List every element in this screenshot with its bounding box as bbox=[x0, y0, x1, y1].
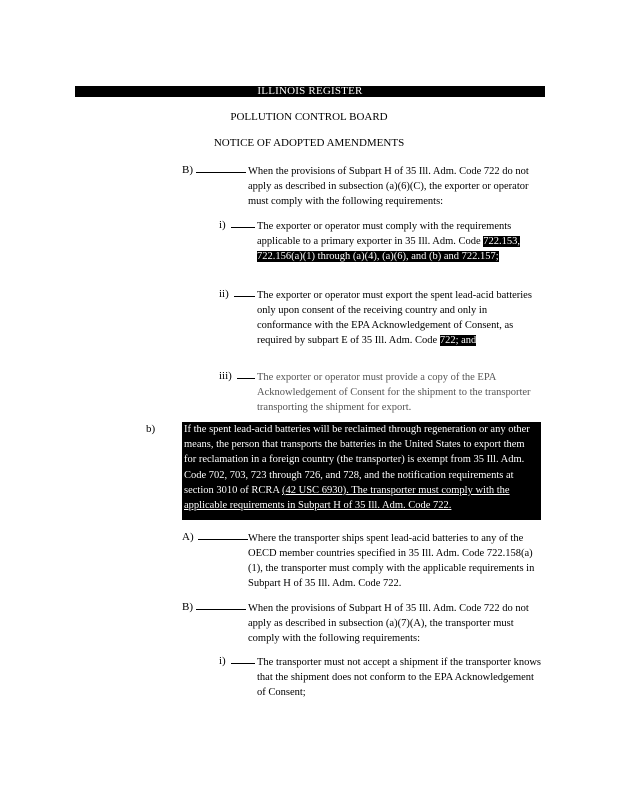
section-label-B1: B) bbox=[182, 164, 193, 176]
tab-rule bbox=[196, 172, 246, 173]
item-B1-iii-text: The exporter or operator must provide a copy of the EPA Acknowledgement of Consent for the shipment to the transporter transporting the shipment for export. bbox=[257, 372, 531, 413]
item-label-B1-iii: iii) bbox=[219, 370, 232, 382]
paragraph-A bbox=[248, 531, 540, 591]
paragraph-B2-text: When the provisions of Subpart H of 35 Ill. Adm. Code 722 do not apply as described in subsection (a)(7)(A), the transporter must comply with the following requirements: bbox=[248, 603, 529, 644]
item-B1-ii bbox=[257, 288, 542, 348]
paragraph-A-text: Where the transporter ships spent lead-acid batteries to any of the OECD member countries specified in 35 Ill. Adm. Code 722.158(a)(1), the transporter must comply with the applicable requirements in Subpart H of 35 Ill. Adm. Code 722. bbox=[248, 533, 535, 589]
item-B1-i-highlight: 722.153, 722.156(a)(1) through (a)(4), (a)(6), and (b) and 722.157; bbox=[257, 236, 521, 262]
paragraph-b-highlight bbox=[182, 422, 541, 520]
section-label-A: A) bbox=[182, 531, 194, 543]
register-title: ILLINOIS REGISTER bbox=[257, 85, 363, 97]
item-B1-i-text: The exporter or operator must comply with the requirements applicable to a primary exporter in 35 Ill. Adm. Code bbox=[257, 221, 512, 247]
paragraph-B2 bbox=[248, 601, 540, 646]
tab-rule bbox=[231, 663, 255, 664]
tab-rule bbox=[237, 378, 255, 379]
item-B1-ii-highlight: 722; and bbox=[439, 335, 477, 346]
section-label-b: b) bbox=[146, 423, 156, 435]
tab-rule bbox=[234, 296, 255, 297]
tab-rule bbox=[198, 539, 248, 540]
notice-title: NOTICE OF ADOPTED AMENDMENTS bbox=[213, 137, 405, 149]
tab-rule bbox=[231, 227, 255, 228]
item-B1-ii-text: The exporter or operator must export the spent lead-acid batteries only upon consent of the receiving country and only in conformance with the EPA Acknowledgement of Consent, as required by subpart E of 35 Ill. Adm. Code bbox=[257, 290, 532, 346]
item-B2-i-text: The transporter must not accept a shipment if the transporter knows that the shipment does not conform to the EPA Acknowledgement of Consent; bbox=[257, 657, 542, 698]
statute-link[interactable]: (42 USC 6930) bbox=[282, 484, 347, 496]
item-label-B1-i: i) bbox=[219, 219, 226, 231]
item-B2-i bbox=[257, 655, 542, 700]
tab-rule bbox=[196, 609, 246, 610]
paragraph-B1 bbox=[248, 164, 540, 209]
item-B1-i bbox=[257, 219, 542, 264]
item-B1-iii bbox=[257, 370, 542, 415]
paragraph-B1-text: When the provisions of Subpart H of 35 Ill. Adm. Code 722 do not apply as described in subsection (a)(6)(C), the exporter or operator must comply with the following requirements: bbox=[248, 166, 529, 207]
paragraph-b-text-end: . The transporter must comply with the applicable requirements in Subpart H of 35 Ill. Adm. Code 722. bbox=[184, 484, 510, 512]
section-label-B2: B) bbox=[182, 601, 193, 613]
board-title: POLLUTION CONTROL BOARD bbox=[230, 111, 388, 123]
paragraph-b-text: If the spent lead-acid batteries will be reclaimed through regeneration or any other means, the person that transports the batteries in the United States to export them for reclamation in a foreign country (the transporter) is exempt from 35 Ill. Adm. Code 702, 703, 723 through 726, and 728, and the notification requirements at section 3010 of RCRA bbox=[184, 424, 530, 496]
item-label-B1-ii: ii) bbox=[219, 288, 229, 300]
item-label-B2-i: i) bbox=[219, 655, 226, 667]
